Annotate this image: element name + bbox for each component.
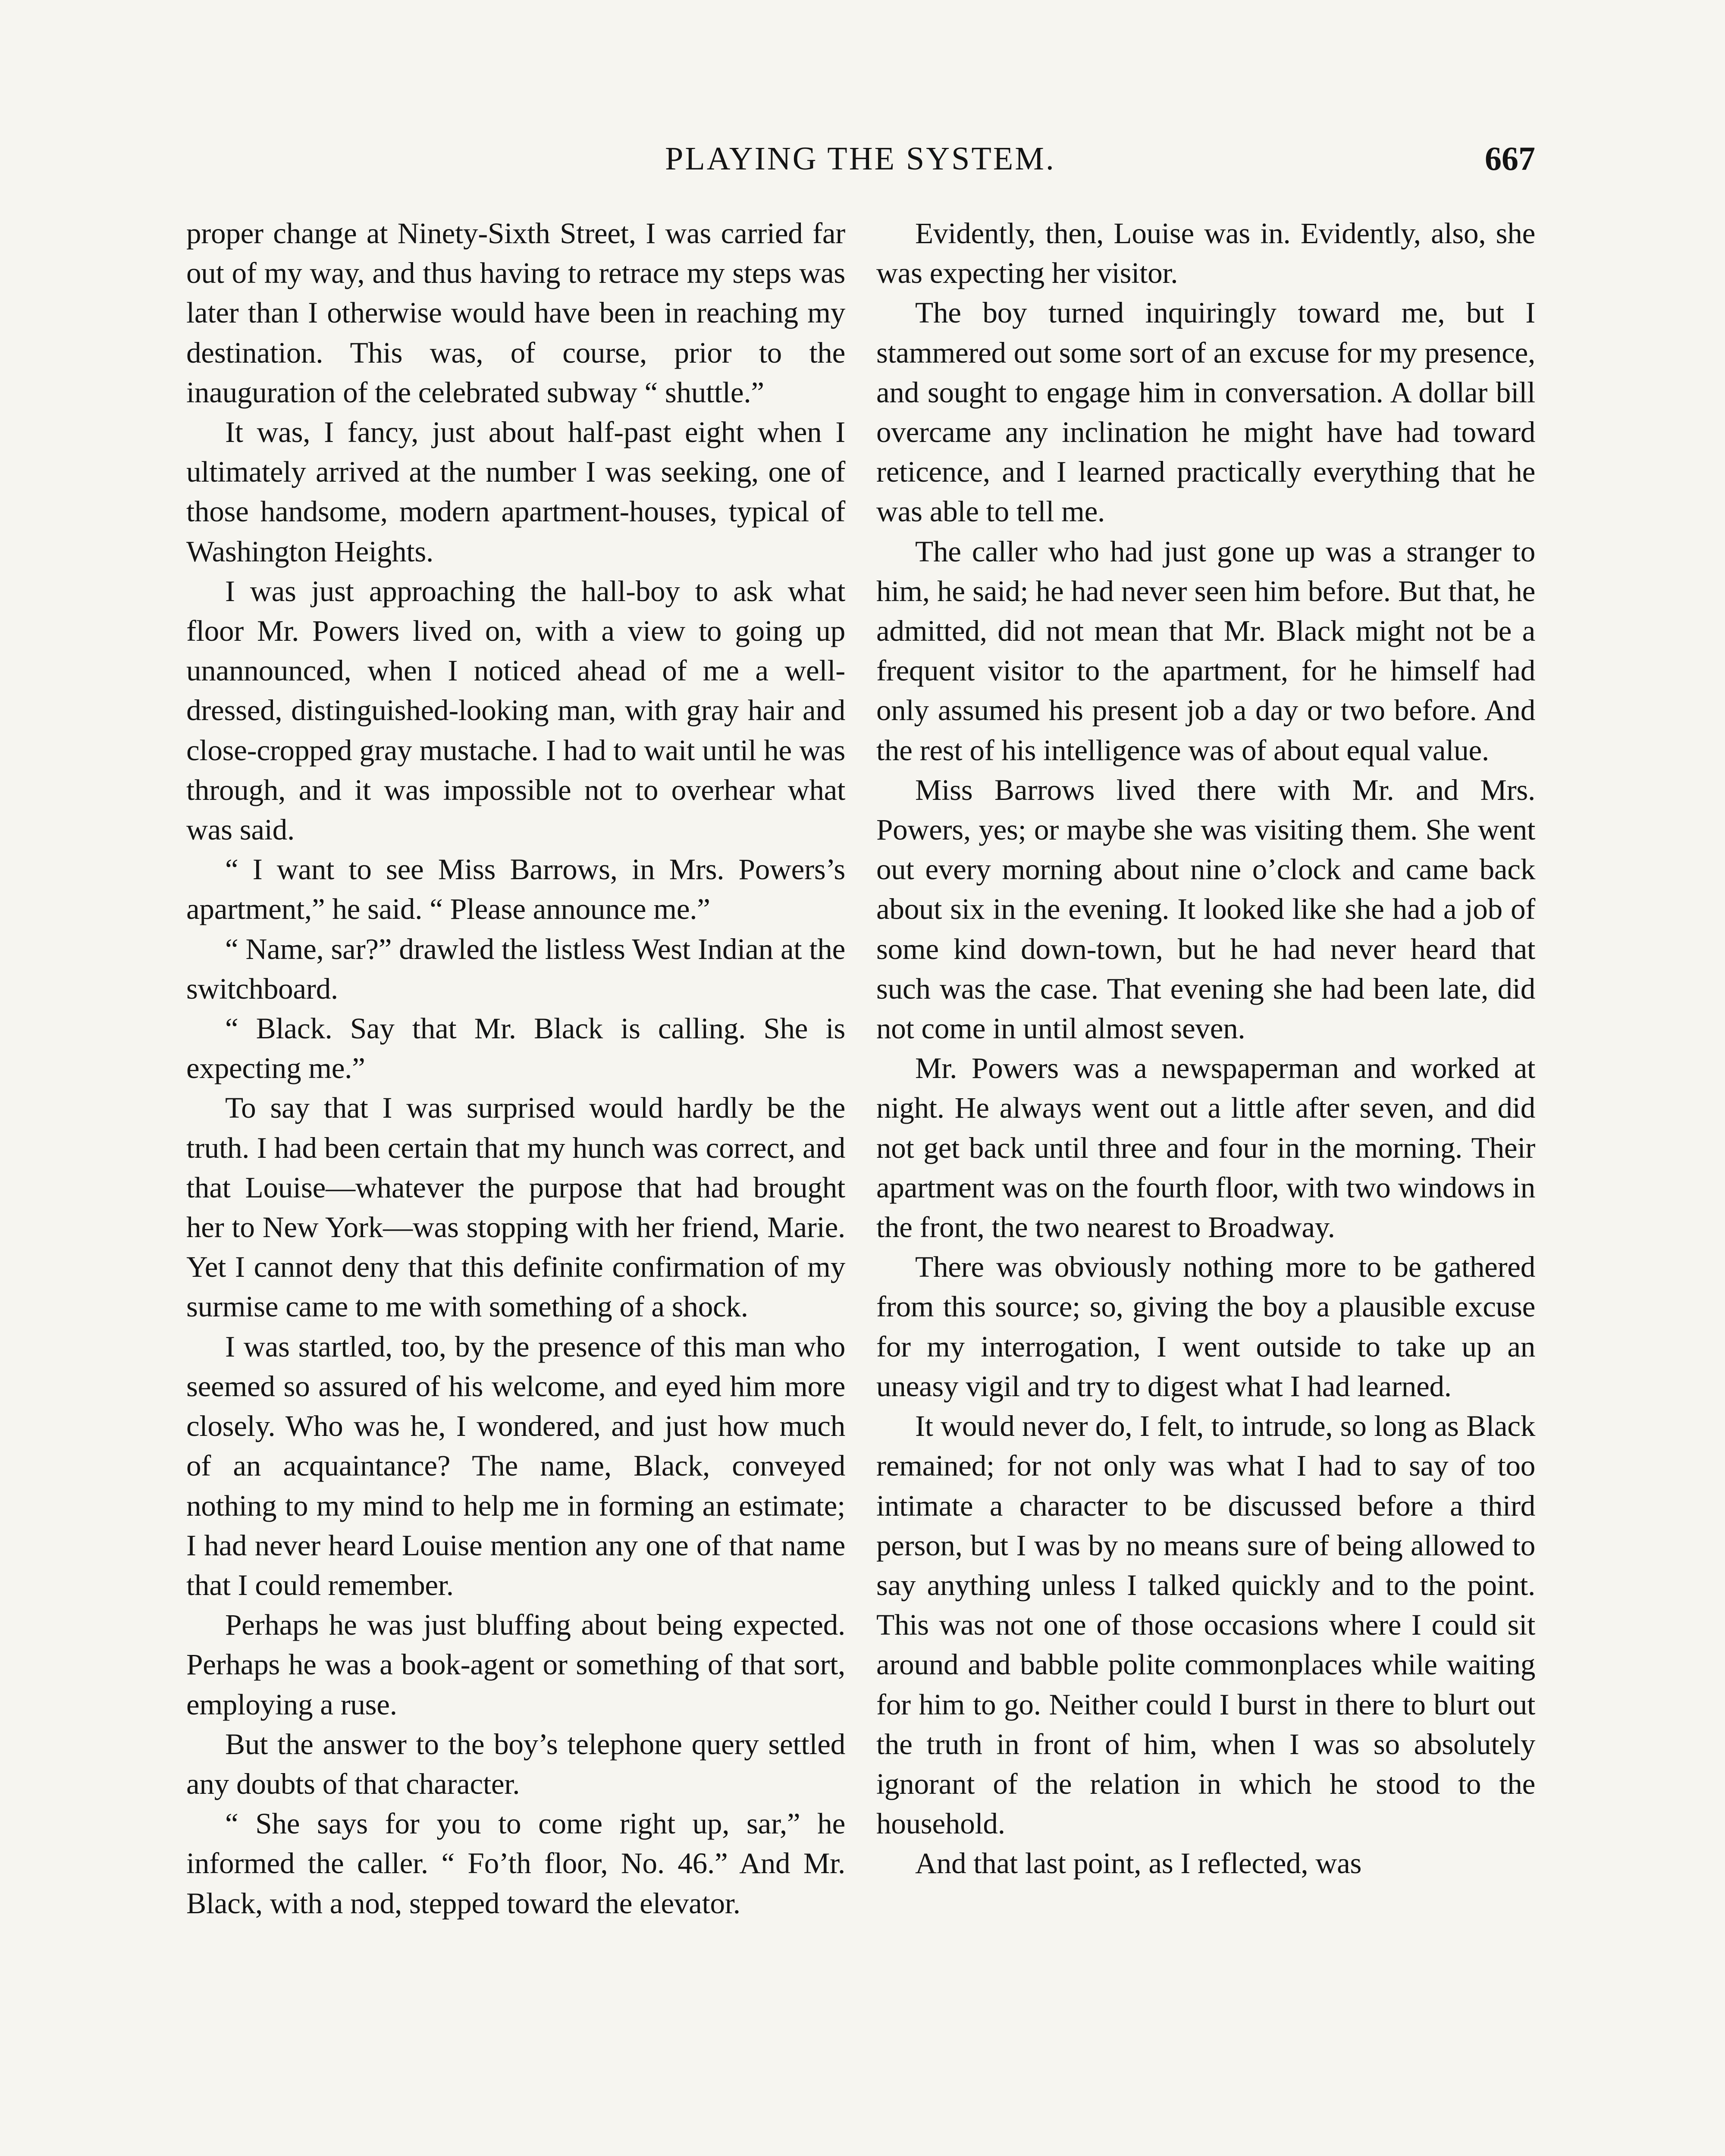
right-column [876,213,1535,1883]
paragraph: Mr. Powers was a newspaperman and worked at night. He always went out a little after seven, and did not get back until three and four in the morning. Their apartment was on the fourth floor, with two windows in the front, the two nearest to Broadway. [876,1051,1535,1244]
running-title: PLAYING THE SYSTEM. [665,141,1056,177]
paragraph: I was startled, too, by the presence of this man who seemed so assured of his welcome, and eyed him more closely. Who was he, I wondered, and just how much of an acquaintance? The name, Black, conveyed nothing to my mind to help me in forming an estimate; I had never heard Louise mention any one of that name that I could remember. [186,1329,845,1601]
paragraph: To say that I was surprised would hardly be the truth. I had been certain that my hunch was correct, and that Louise—whatever the purpose that had brought her to New York—was stopping with her friend, Marie. Yet I cannot deny that this definite confirmation of my surmise came to me with something of a shock. [186,1091,845,1323]
paragraph: “ She says for you to come right up, sar,” he informed the caller. “ Fo’th floor, No. 46.” And Mr. Black, with a nod, stepped toward the elevator. [186,1807,845,1920]
paragraph: Perhaps he was just bluffing about being expected. Perhaps he was a book-agent or something of that sort, employing a ruse. [186,1608,845,1721]
paragraph: The boy turned inquiringly toward me, but I stammered out some sort of an excuse for my presence, and sought to engage him in conversation. A dollar bill overcame any inclination he might have had toward reticence, and I learned practically everything that he was able to tell me. [876,296,1535,528]
paragraph: Evidently, then, Louise was in. Evidently, also, she was expecting her visitor. [876,216,1535,290]
page-number: 667 [1485,140,1535,177]
paragraph: Miss Barrows lived there with Mr. and Mrs. Powers, yes; or maybe she was visiting them. She went out every morning about nine o’clock and came back about six in the evening. It looked like she had a job of some kind down-town, but he had never heard that such was the case. That evening she had been late, did not come in until almost seven. [876,773,1535,1045]
paragraph: “ Name, sar?” drawled the listless West Indian at the switchboard. [186,932,845,1005]
paragraph: I was just approaching the hall-boy to ask what floor Mr. Powers lived on, with a view to going up unannounced, when I noticed ahead of me a well-dressed, distinguished-looking man, with gray hair and close-cropped gray mustache. I had to wait until he was through, and it was impossible not to overhear what was said. [186,574,845,846]
page-header [185,137,1535,189]
paragraph: The caller who had just gone up was a stranger to him, he said; he had never seen him before. But that, he admitted, did not mean that Mr. Black might not be a frequent visitor to the apartment, for he himself had only assumed his present job a day or two before. And the rest of his intelligence was of about equal value. [876,534,1535,767]
paragraph: proper change at Ninety-Sixth Street, I was carried far out of my way, and thus having to retrace my steps was later than I otherwise would have been in reaching my destination. This was, of course, prior to the inauguration of the celebrated subway “ shuttle.” [186,216,845,409]
paragraph: But the answer to the boy’s telephone query settled any doubts of that character. [186,1727,845,1800]
paragraph: It was, I fancy, just about half-past eight when I ultimately arrived at the number I was seeking, one of those handsome, modern apartment-houses, typical of Washington Heights. [186,415,845,568]
paragraph: There was obviously nothing more to be gathered from this source; so, giving the boy a plausible excuse for my interrogation, I went outside to take up an uneasy vigil and try to digest what I had learned. [876,1250,1535,1403]
paragraph: And that last point, as I reflected, was [915,1846,1362,1880]
paragraph: It would never do, I felt, to intrude, so long as Black remained; for not only was what I had to say of too intimate a character to be discussed before a third person, but I was by no means sure of being allowed to say anything unless I talked quickly and to the point. This was not one of those occasions where I could sit around and babble polite commonplaces while waiting for him to go. Neither could I burst in there to blurt out the truth in front of him, when I was so absolutely ignorant of the relation in which he stood to the household. [876,1409,1535,1840]
paragraph: “ I want to see Miss Barrows, in Mrs. Powers’s apartment,” he said. “ Please announce me.” [186,852,845,926]
left-column [186,213,845,1923]
paragraph: “ Black. Say that Mr. Black is calling. She is expecting me.” [186,1012,845,1085]
